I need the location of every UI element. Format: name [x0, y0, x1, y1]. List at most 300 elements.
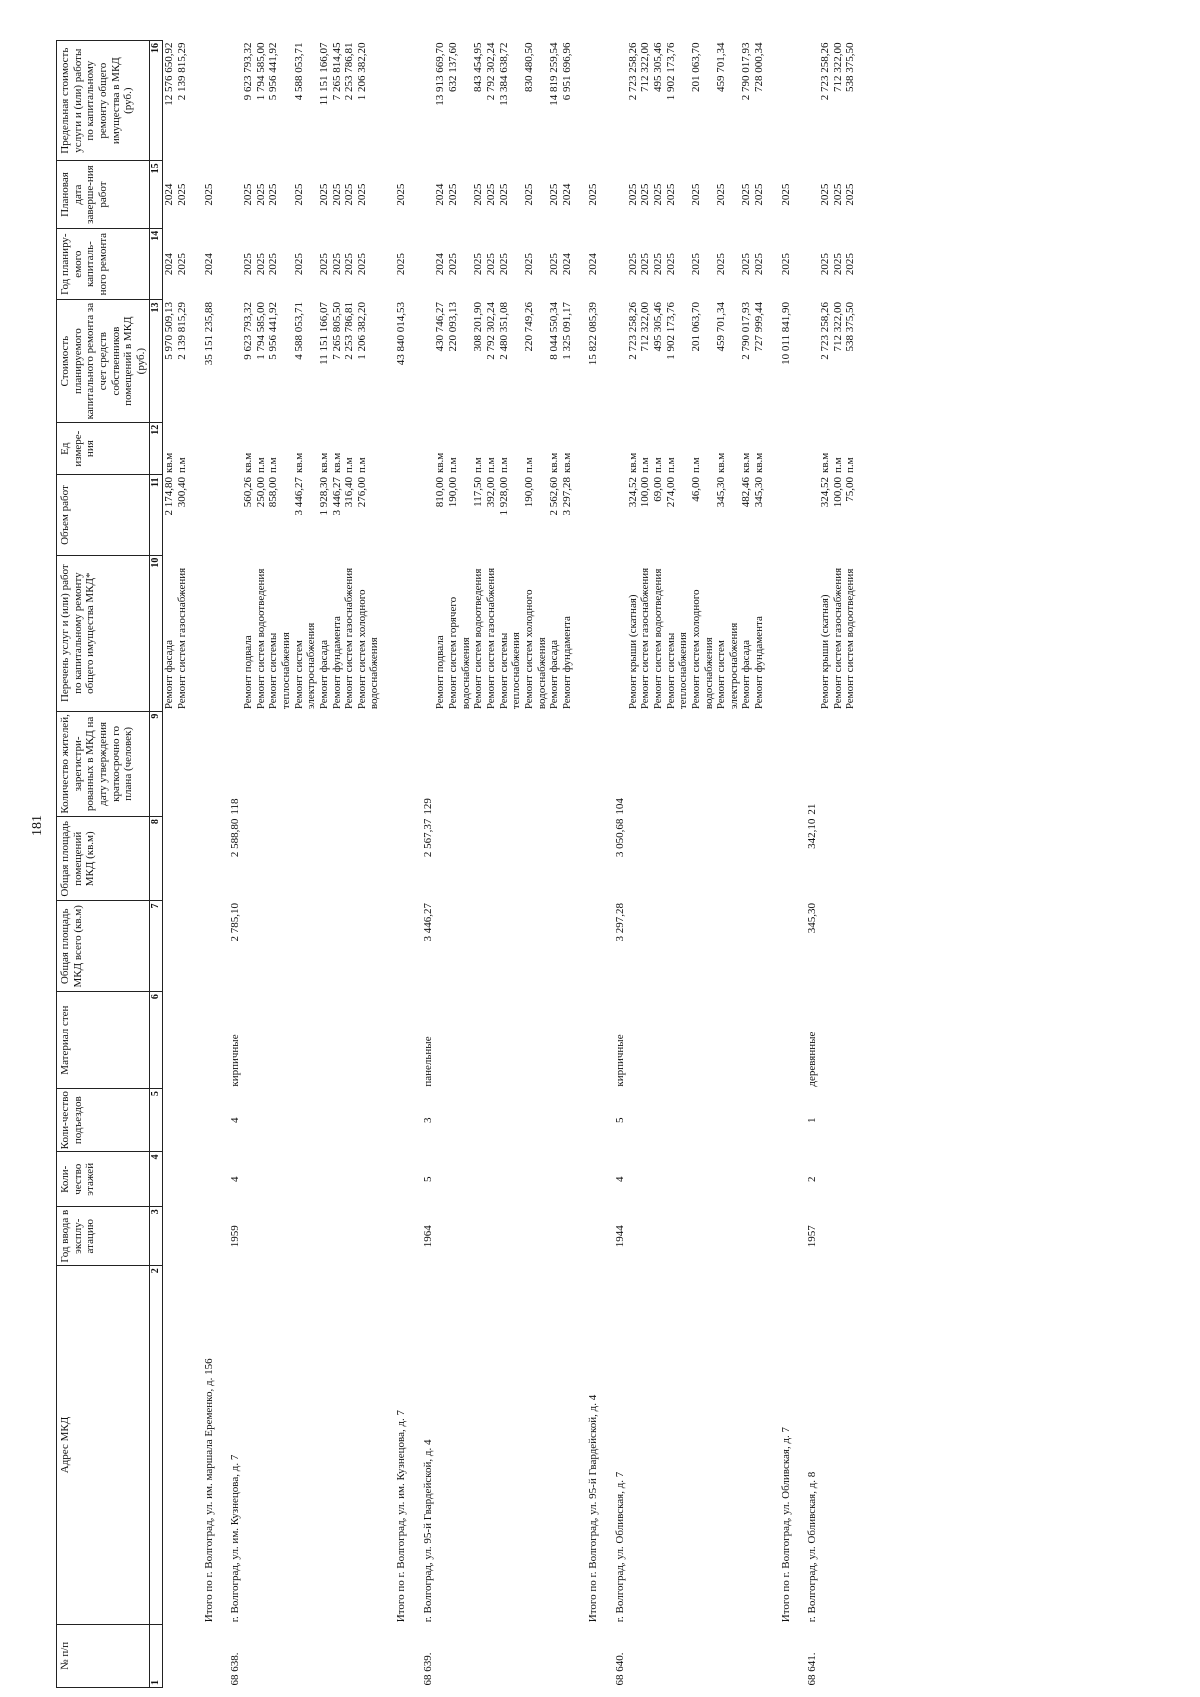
empty-cell: [627, 711, 640, 816]
empty-cell: [740, 1266, 753, 1625]
empty-cell: [331, 817, 344, 901]
cell-limit: 201 063,70: [689, 42, 702, 92]
work-row: [356, 41, 381, 1688]
cell-end: 2025: [689, 183, 702, 206]
cell-end: 2025: [664, 183, 677, 206]
cell-area: 345,30: [806, 902, 819, 934]
empty-cell: [331, 1624, 344, 1687]
empty-cell: [766, 901, 793, 992]
cell-entr: 3: [421, 1117, 434, 1123]
empty-cell: [819, 1266, 832, 1625]
empty-cell: [627, 992, 640, 1089]
cell-year: 2025: [267, 253, 280, 276]
empty-cell: [639, 1207, 652, 1266]
work-row: [715, 41, 740, 1688]
cell-built: 1944: [614, 1225, 627, 1248]
cell-work: Ремонт систем холодного водоснабжения: [689, 589, 715, 710]
empty-cell: [356, 901, 381, 992]
cell-year: 2025: [626, 253, 639, 276]
cell-cost: 1 902 173,76: [664, 301, 677, 360]
empty-cell: [715, 1266, 740, 1625]
empty-cell: [434, 1266, 447, 1625]
empty-cell: [163, 1207, 176, 1266]
address-row: [408, 41, 435, 1688]
cell-cost: 10 011 841,90: [779, 301, 792, 365]
cell-unit: п.м: [254, 457, 267, 473]
column-number-row: [150, 41, 163, 1688]
cell-end: 2024: [560, 183, 573, 206]
empty-cell: [163, 1624, 176, 1687]
empty-cell: [573, 711, 600, 816]
empty-cell: [472, 1266, 485, 1625]
empty-cell: [356, 1152, 381, 1207]
empty-cell: [163, 817, 176, 901]
col-number: 9: [150, 711, 163, 816]
cell-unit: кв.м: [753, 452, 766, 473]
total-row: [381, 41, 408, 1688]
cell-unit: п.м: [447, 457, 460, 473]
empty-cell: [639, 817, 652, 901]
cell-num: 68 639.: [421, 1652, 434, 1686]
cell-limit: 843 454,95: [472, 42, 485, 92]
cell-end: 2025: [242, 183, 255, 206]
empty-cell: [715, 711, 740, 816]
empty-cell: [715, 901, 740, 992]
cell-unit: п.м: [651, 457, 664, 473]
cell-cost: 538 375,50: [844, 301, 857, 352]
empty-cell: [652, 711, 665, 816]
cell-unit: кв.м: [819, 452, 832, 473]
cell-work: Ремонт фундамента: [753, 616, 766, 710]
empty-cell: [293, 992, 318, 1089]
cell-year: 2025: [242, 253, 255, 276]
empty-cell: [318, 1624, 331, 1687]
cell-limit: 712 322,00: [831, 42, 844, 92]
cell-cost: 9 623 793,32: [242, 301, 255, 360]
cell-end: 2025: [831, 183, 844, 206]
empty-cell: [690, 1207, 715, 1266]
empty-cell: [498, 992, 523, 1089]
work-row: [163, 41, 176, 1688]
cell-work: Ремонт фундамента: [560, 616, 573, 710]
empty-cell: [485, 817, 498, 901]
work-row: [267, 41, 292, 1688]
work-row: [561, 41, 574, 1688]
cell-year: 2025: [343, 253, 356, 276]
cell-addr: г. Волгоград, ул. Обливская, д. 7: [614, 1471, 627, 1623]
cell-work: Ремонт системы теплоснабжения: [497, 632, 523, 710]
empty-cell: [434, 817, 447, 901]
empty-cell: [189, 711, 216, 816]
cell-limit: 9 623 793,32: [242, 42, 255, 101]
empty-cell: [832, 711, 845, 816]
empty-cell: [766, 1207, 793, 1266]
cell-unit: п.м: [689, 457, 702, 473]
empty-cell: [561, 901, 574, 992]
cell-limit: 5 956 441,92: [267, 42, 280, 101]
col-header: № п/п: [57, 1624, 150, 1687]
cell-cost: 2 253 786,81: [343, 301, 356, 360]
cell-vol: 75,00: [844, 477, 857, 502]
cell-num: 68 638.: [229, 1652, 242, 1686]
empty-cell: [242, 711, 255, 816]
empty-cell: [343, 992, 356, 1089]
empty-cell: [627, 1624, 640, 1687]
work-row: [639, 41, 652, 1688]
cell-vol: 117,50: [472, 477, 485, 507]
empty-cell: [331, 1207, 344, 1266]
empty-cell: [766, 555, 793, 711]
cell-cost: 2 792 302,24: [484, 301, 497, 360]
cell-addr: г. Волгоград, ул. Обливская, д. 8: [806, 1471, 819, 1623]
empty-cell: [215, 422, 242, 475]
col-header: Плановая дата заверше-ния работ: [57, 161, 150, 228]
empty-cell: [242, 1207, 255, 1266]
empty-cell: [215, 41, 242, 161]
empty-cell: [408, 475, 435, 555]
empty-cell: [498, 711, 523, 816]
cell-work: Ремонт систем электроснабжения: [292, 622, 318, 710]
cell-vol: 100,00: [831, 477, 844, 508]
cell-unit: кв.м: [317, 452, 330, 473]
cell-vol: 858,00: [267, 477, 280, 508]
empty-cell: [381, 41, 408, 161]
cell-end: 2024: [163, 183, 176, 206]
cell-entr: 5: [614, 1117, 627, 1123]
col-header: Адрес МКД: [57, 1266, 150, 1625]
cell-unit: кв.м: [715, 452, 728, 473]
empty-cell: [690, 992, 715, 1089]
empty-cell: [548, 1266, 561, 1625]
empty-cell: [561, 1624, 574, 1687]
cell-area_p: 3 050,68: [614, 818, 627, 858]
empty-cell: [408, 300, 435, 422]
cell-unit: п.м: [343, 457, 356, 473]
empty-cell: [381, 1152, 408, 1207]
empty-cell: [267, 1266, 292, 1625]
cell-end: 2025: [176, 183, 189, 206]
empty-cell: [740, 1624, 753, 1687]
empty-cell: [665, 1207, 690, 1266]
empty-cell: [176, 1152, 189, 1207]
empty-cell: [523, 1624, 548, 1687]
work-row: [318, 41, 331, 1688]
empty-cell: [381, 711, 408, 816]
cell-end: 2025: [395, 183, 408, 206]
empty-cell: [242, 992, 255, 1089]
empty-cell: [189, 1089, 216, 1152]
cell-end: 2025: [343, 183, 356, 206]
empty-cell: [600, 555, 627, 711]
cell-vol: 2 562,60: [548, 477, 561, 516]
empty-cell: [548, 901, 561, 992]
empty-cell: [189, 1624, 216, 1687]
cell-vol: 190,00: [522, 477, 535, 508]
cell-limit: 1 206 382,20: [355, 42, 368, 101]
empty-cell: [189, 422, 216, 475]
empty-cell: [343, 711, 356, 816]
empty-cell: [472, 1624, 485, 1687]
cell-cost: 201 063,70: [689, 301, 702, 352]
cell-limit: 459 701,34: [715, 42, 728, 92]
empty-cell: [844, 1266, 857, 1625]
empty-cell: [753, 992, 766, 1089]
cell-vol: 1 928,00: [497, 477, 510, 516]
empty-cell: [447, 1152, 472, 1207]
cell-year: 2025: [447, 253, 460, 276]
cell-entr: 1: [806, 1117, 819, 1123]
empty-cell: [267, 1089, 292, 1152]
cell-year: 2025: [831, 253, 844, 276]
empty-cell: [215, 300, 242, 422]
empty-cell: [523, 711, 548, 816]
empty-cell: [652, 1089, 665, 1152]
empty-cell: [819, 1624, 832, 1687]
empty-cell: [573, 422, 600, 475]
empty-cell: [434, 901, 447, 992]
col-number: 4: [150, 1152, 163, 1207]
cell-vol: 316,40: [343, 477, 356, 508]
cell-limit: 2 723 258,26: [819, 42, 832, 101]
cell-cost: 1 206 382,20: [355, 301, 368, 360]
cell-end: 2025: [484, 183, 497, 206]
cell-people: 118: [229, 798, 242, 815]
empty-cell: [381, 1624, 408, 1687]
empty-cell: [627, 1207, 640, 1266]
empty-cell: [356, 1207, 381, 1266]
work-row: [819, 41, 832, 1688]
empty-cell: [753, 1152, 766, 1207]
empty-cell: [447, 817, 472, 901]
empty-cell: [189, 1207, 216, 1266]
empty-cell: [715, 1624, 740, 1687]
cell-year: 2025: [651, 253, 664, 276]
empty-cell: [740, 1207, 753, 1266]
cell-limit: 538 375,50: [844, 42, 857, 92]
cell-vol: 69,00: [651, 477, 664, 502]
cell-unit: кв.м: [626, 452, 639, 473]
empty-cell: [343, 1152, 356, 1207]
work-row: [548, 41, 561, 1688]
empty-cell: [447, 711, 472, 816]
cell-unit: п.м: [831, 457, 844, 473]
work-row: [176, 41, 189, 1688]
cell-vol: 324,52: [626, 477, 639, 508]
empty-cell: [242, 1266, 255, 1625]
empty-cell: [472, 901, 485, 992]
empty-cell: [498, 1207, 523, 1266]
empty-cell: [343, 1266, 356, 1625]
empty-cell: [792, 475, 819, 555]
empty-cell: [600, 41, 627, 161]
cell-work: Ремонт систем холодного водоснабжения: [522, 589, 548, 710]
cell-year: 2025: [740, 253, 753, 276]
cell-end: 2025: [740, 183, 753, 206]
empty-cell: [561, 1207, 574, 1266]
col-number: 13: [150, 300, 163, 422]
empty-cell: [447, 1207, 472, 1266]
col-header: Общая площадь МКД всего (кв.м): [57, 901, 150, 992]
cell-cost: 11 151 166,07: [317, 301, 330, 365]
empty-cell: [318, 1089, 331, 1152]
empty-cell: [356, 1089, 381, 1152]
empty-cell: [753, 1266, 766, 1625]
cell-work: Ремонт фасада: [163, 640, 176, 710]
cell-year: 2025: [497, 253, 510, 276]
cell-vol: 276,00: [355, 477, 368, 508]
empty-cell: [766, 1624, 793, 1687]
cell-limit: 2 792 302,24: [484, 42, 497, 101]
work-row: [753, 41, 766, 1688]
empty-cell: [523, 817, 548, 901]
empty-cell: [573, 1152, 600, 1207]
empty-cell: [548, 1152, 561, 1207]
cell-work: Ремонт фасада: [740, 640, 753, 710]
cell-addr: г. Волгоград, ул. им. Кузнецова, д. 7: [229, 1454, 242, 1623]
empty-cell: [356, 1266, 381, 1625]
cell-year: 2025: [254, 253, 267, 276]
empty-cell: [485, 992, 498, 1089]
empty-cell: [485, 1207, 498, 1266]
empty-cell: [293, 1089, 318, 1152]
empty-cell: [819, 901, 832, 992]
cell-cost: 495 305,46: [651, 301, 664, 352]
col-header: Коли-чество этажей: [57, 1152, 150, 1207]
cell-built: 1959: [229, 1225, 242, 1248]
cell-end: 2025: [753, 183, 766, 206]
empty-cell: [189, 555, 216, 711]
cell-work: Ремонт систем водоотведения: [254, 568, 267, 710]
cell-end: 2025: [267, 183, 280, 206]
cell-year: 2025: [472, 253, 485, 276]
empty-cell: [267, 1624, 292, 1687]
col-number: 15: [150, 161, 163, 228]
empty-cell: [548, 992, 561, 1089]
work-row: [844, 41, 857, 1688]
cell-limit: 13 913 669,70: [434, 42, 447, 106]
empty-cell: [639, 711, 652, 816]
empty-cell: [665, 1089, 690, 1152]
col-header: Год ввода в эксплу-атацию: [57, 1207, 150, 1266]
empty-cell: [163, 1089, 176, 1152]
cell-work: Ремонт систем водоотведения: [651, 568, 664, 710]
empty-cell: [163, 711, 176, 816]
empty-cell: [485, 1152, 498, 1207]
empty-cell: [293, 817, 318, 901]
cell-vol: 300,40: [176, 477, 189, 508]
empty-cell: [267, 992, 292, 1089]
empty-cell: [343, 817, 356, 901]
cell-unit: п.м: [484, 457, 497, 473]
empty-cell: [381, 555, 408, 711]
empty-cell: [434, 711, 447, 816]
empty-cell: [600, 422, 627, 475]
empty-cell: [381, 475, 408, 555]
cell-year: 2025: [639, 253, 652, 276]
cell-year: 2025: [715, 253, 728, 276]
cell-year: 2025: [484, 253, 497, 276]
empty-cell: [163, 1266, 176, 1625]
cell-end: 2025: [497, 183, 510, 206]
cell-work: Ремонт подвала: [434, 635, 447, 710]
empty-cell: [819, 711, 832, 816]
empty-cell: [408, 422, 435, 475]
empty-cell: [766, 711, 793, 816]
cell-built: 1964: [421, 1225, 434, 1248]
cell-vol: 345,30: [753, 477, 766, 508]
empty-cell: [715, 1089, 740, 1152]
cell-work: Ремонт систем холодного водоснабжения: [355, 589, 381, 710]
empty-cell: [600, 228, 627, 300]
cell-area_p: 2 567,37: [421, 818, 434, 858]
cell-work: Ремонт систем электроснабжения: [715, 622, 740, 710]
empty-cell: [792, 161, 819, 228]
empty-cell: [561, 817, 574, 901]
empty-cell: [652, 901, 665, 992]
empty-cell: [447, 1089, 472, 1152]
empty-cell: [293, 1207, 318, 1266]
empty-cell: [189, 1152, 216, 1207]
empty-cell: [548, 711, 561, 816]
work-row: [627, 41, 640, 1688]
empty-cell: [573, 1089, 600, 1152]
empty-cell: [740, 1152, 753, 1207]
cell-limit: 2 790 017,93: [740, 42, 753, 101]
empty-cell: [523, 1089, 548, 1152]
cell-limit: 632 137,60: [447, 42, 460, 92]
cell-vol: 3 446,27: [330, 477, 343, 516]
empty-cell: [652, 992, 665, 1089]
empty-cell: [523, 1152, 548, 1207]
empty-cell: [627, 1152, 640, 1207]
empty-cell: [652, 1624, 665, 1687]
empty-cell: [434, 992, 447, 1089]
cell-work: Ремонт систем водоотведения: [844, 568, 857, 710]
cell-limit: 7 265 814,45: [330, 42, 343, 101]
empty-cell: [665, 817, 690, 901]
cell-work: Ремонт фундамента: [330, 616, 343, 710]
cell-cost: 220 749,26: [522, 301, 535, 352]
rotated-table-container: [56, 40, 1176, 1688]
empty-cell: [293, 1152, 318, 1207]
empty-cell: [447, 1624, 472, 1687]
cell-vol: 324,52: [819, 477, 832, 508]
empty-cell: [242, 817, 255, 901]
cell-limit: 1 794 585,00: [254, 42, 267, 101]
cell-year: 2025: [317, 253, 330, 276]
empty-cell: [318, 1207, 331, 1266]
empty-cell: [242, 1624, 255, 1687]
cell-unit: п.м: [639, 457, 652, 473]
cell-unit: п.м: [472, 457, 485, 473]
page-number: 181: [30, 815, 45, 836]
cell-cost: 727 999,44: [753, 301, 766, 352]
cell-end: 2025: [819, 183, 832, 206]
empty-cell: [665, 1266, 690, 1625]
cell-year: 2024: [163, 253, 176, 276]
empty-cell: [189, 992, 216, 1089]
empty-cell: [766, 422, 793, 475]
empty-cell: [267, 901, 292, 992]
empty-cell: [832, 1624, 845, 1687]
empty-cell: [356, 817, 381, 901]
cell-end: 2025: [548, 183, 561, 206]
empty-cell: [267, 711, 292, 816]
empty-cell: [766, 817, 793, 901]
empty-cell: [255, 1152, 268, 1207]
empty-cell: [163, 901, 176, 992]
empty-cell: [498, 817, 523, 901]
